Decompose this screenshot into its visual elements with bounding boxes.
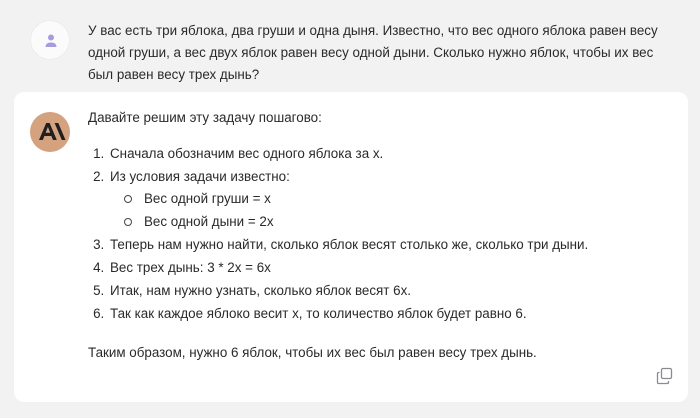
- copy-icon[interactable]: [656, 372, 674, 389]
- sub-item: [124, 212, 668, 232]
- bullet-icon: [124, 195, 132, 203]
- step-text: Теперь нам нужно найти, сколько яблок весят столько же, сколько три дыни.: [110, 237, 589, 252]
- sub-item: [124, 189, 668, 209]
- step-item: [108, 167, 668, 232]
- step-text: Из условия задачи известно:: [110, 169, 290, 184]
- bullet-icon: [124, 218, 132, 226]
- user-avatar: [30, 20, 70, 60]
- copy-button[interactable]: [656, 367, 674, 385]
- conclusion-text: Таким образом, нужно 6 яблок, чтобы их вес был равен весу трех дынь.: [88, 345, 537, 360]
- step-item: [108, 258, 668, 278]
- step-text: Сначала обозначим вес одного яблока за x.: [110, 146, 384, 161]
- step-item: [108, 235, 668, 255]
- step-text: Вес трех дынь: 3 * 2x = 6x: [110, 260, 271, 275]
- step-item: [108, 304, 668, 324]
- assistant-message-content: [88, 108, 668, 363]
- steps-list: [88, 144, 668, 324]
- step-item: [108, 144, 668, 164]
- assistant-avatar: [30, 112, 70, 152]
- intro-text: Давайте решим эту задачу пошагово:: [88, 110, 322, 125]
- step-text: Итак, нам нужно узнать, сколько яблок весят 6x.: [110, 283, 412, 298]
- step-item: [108, 281, 668, 301]
- sub-list: [110, 189, 668, 232]
- user-message-text: У вас есть три яблока, два груши и одна дыня. Известно, что вес одного яблока равен весу одной груши, а вес двух яблок равен весу одной дыни. Сколько нужно яблок, чтобы их вес был равен весу трех дынь?: [88, 23, 658, 82]
- assistant-message: [14, 92, 688, 402]
- sub-item-text: Вес одной дыни = 2x: [144, 214, 274, 229]
- user-message: [0, 0, 700, 92]
- step-text: Так как каждое яблоко весит x, то количество яблок будет равно 6.: [110, 306, 527, 321]
- sub-item-text: Вес одной груши = x: [144, 191, 271, 206]
